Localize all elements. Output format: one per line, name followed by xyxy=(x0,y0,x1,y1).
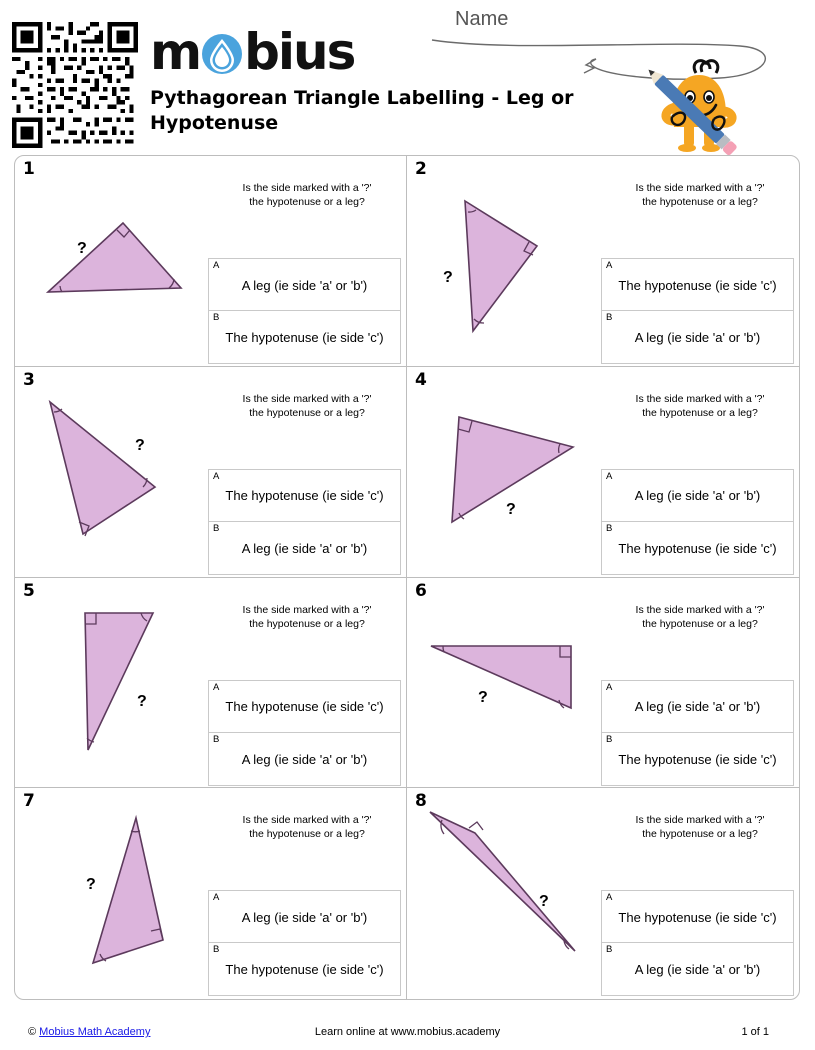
answer-option-b[interactable] xyxy=(208,943,401,996)
question-panel xyxy=(208,788,406,999)
question-panel xyxy=(601,156,799,367)
question-cell-3 xyxy=(15,367,407,578)
triangle-figure-5 xyxy=(15,578,208,789)
prompt-line-2: the hypotenuse or a leg? xyxy=(249,828,365,841)
question-cell-8 xyxy=(407,788,799,999)
page-header xyxy=(0,0,815,150)
answer-text: The hypotenuse (ie side 'c') xyxy=(225,962,384,978)
answer-text: The hypotenuse (ie side 'c') xyxy=(225,330,384,345)
answer-letter: B xyxy=(606,312,613,323)
answer-option-a[interactable] xyxy=(208,469,401,522)
question-number: 7 xyxy=(23,791,35,812)
svg-text:?: ? xyxy=(135,436,145,454)
triangle-figure-1 xyxy=(15,156,208,367)
mobius-logo xyxy=(150,24,354,80)
question-panel xyxy=(208,367,406,578)
copyright-symbol: © xyxy=(28,1026,37,1038)
question-number: 3 xyxy=(23,369,35,390)
prompt-line-1: Is the side marked with a '?' xyxy=(635,392,765,405)
answer-text: The hypotenuse (ie side 'c') xyxy=(618,751,777,767)
question-panel xyxy=(601,578,799,789)
answer-letter: A xyxy=(606,260,613,271)
question-number: 1 xyxy=(23,159,35,179)
question-prompt xyxy=(208,181,406,209)
answer-text: The hypotenuse (ie side 'c') xyxy=(618,909,777,925)
answer-option-a[interactable] xyxy=(601,469,794,522)
answer-option-b[interactable] xyxy=(601,311,794,364)
question-cell-5 xyxy=(15,578,407,789)
question-prompt xyxy=(601,392,799,420)
answer-option-b[interactable] xyxy=(208,311,401,364)
answer-letter: A xyxy=(213,681,220,693)
triangle-figure-6 xyxy=(407,578,600,789)
answer-options xyxy=(601,680,794,786)
mascot-illustration xyxy=(640,55,750,155)
prompt-line-2: the hypotenuse or a leg? xyxy=(642,406,758,419)
answer-letter: B xyxy=(606,944,613,956)
copyright-link[interactable]: Mobius Math Academy xyxy=(39,1026,151,1038)
answer-letter: B xyxy=(213,733,220,745)
water-drop-icon xyxy=(201,33,243,75)
prompt-line-2: the hypotenuse or a leg? xyxy=(249,617,365,630)
answer-letter: B xyxy=(213,312,220,323)
prompt-line-1: Is the side marked with a '?' xyxy=(242,182,372,194)
answer-option-b[interactable] xyxy=(601,522,794,575)
answer-options xyxy=(601,469,794,575)
answer-letter: A xyxy=(213,892,220,904)
answer-text: The hypotenuse (ie side 'c') xyxy=(225,488,384,504)
answer-letter: A xyxy=(606,470,613,482)
question-panel xyxy=(601,367,799,578)
question-panel xyxy=(208,156,406,367)
svg-text:?: ? xyxy=(478,688,488,706)
prompt-line-1: Is the side marked with a '?' xyxy=(635,182,765,194)
learn-online-text: Learn online at www.mobius.academy xyxy=(314,1026,501,1038)
answer-text: The hypotenuse (ie side 'c') xyxy=(618,540,777,556)
question-number: 2 xyxy=(415,159,427,179)
answer-options xyxy=(601,258,794,364)
svg-text:?: ? xyxy=(443,269,453,286)
logo-text-post: bius xyxy=(244,23,355,81)
qr-code-icon xyxy=(12,22,138,148)
answer-option-b[interactable] xyxy=(601,943,794,996)
answer-letter: B xyxy=(213,522,220,534)
svg-text:?: ? xyxy=(539,893,549,911)
answer-text: A leg (ie side 'a' or 'b') xyxy=(241,751,368,767)
answer-options xyxy=(208,680,401,786)
answer-option-a[interactable] xyxy=(601,258,794,311)
question-grid xyxy=(14,155,800,1000)
question-prompt xyxy=(208,603,406,631)
prompt-line-2: the hypotenuse or a leg? xyxy=(249,406,365,419)
question-panel xyxy=(601,788,799,999)
answer-text: A leg (ie side 'a' or 'b') xyxy=(634,962,761,978)
question-number: 5 xyxy=(23,580,35,601)
name-label: Name xyxy=(455,8,509,30)
answer-option-a[interactable] xyxy=(601,680,794,733)
answer-letter: B xyxy=(606,733,613,745)
answer-text: A leg (ie side 'a' or 'b') xyxy=(241,540,368,556)
answer-options xyxy=(601,890,794,996)
page-footer xyxy=(0,1020,815,1050)
prompt-line-1: Is the side marked with a '?' xyxy=(242,603,372,616)
prompt-line-1: Is the side marked with a '?' xyxy=(635,603,765,616)
svg-text:?: ? xyxy=(86,876,96,894)
question-number: 4 xyxy=(415,369,427,390)
prompt-line-2: the hypotenuse or a leg? xyxy=(642,196,758,208)
question-cell-6 xyxy=(407,578,799,789)
svg-text:?: ? xyxy=(137,692,147,710)
logo-text-pre: m xyxy=(150,23,201,81)
question-cell-4 xyxy=(407,367,799,578)
prompt-line-2: the hypotenuse or a leg? xyxy=(642,828,758,841)
answer-text: The hypotenuse (ie side 'c') xyxy=(618,277,777,293)
answer-text: A leg (ie side 'a' or 'b') xyxy=(241,909,368,925)
answer-text: A leg (ie side 'a' or 'b') xyxy=(241,277,368,293)
answer-letter: A xyxy=(606,681,613,693)
answer-options xyxy=(208,258,401,364)
question-cell-7 xyxy=(15,788,407,999)
answer-option-b[interactable] xyxy=(601,733,794,786)
page-title: Pythagorean Triangle Labelling - Leg or Hypotenuse xyxy=(150,87,574,134)
answer-text: The hypotenuse (ie side 'c') xyxy=(225,699,384,714)
page-number: 1 of 1 xyxy=(741,1026,769,1038)
prompt-line-1: Is the side marked with a '?' xyxy=(242,814,372,827)
answer-option-b[interactable] xyxy=(208,733,401,786)
answer-option-b[interactable] xyxy=(208,522,401,575)
answer-option-a[interactable] xyxy=(208,258,401,311)
question-prompt xyxy=(208,392,406,420)
question-prompt xyxy=(601,603,799,631)
answer-option-a[interactable] xyxy=(208,680,401,733)
answer-options xyxy=(208,890,401,996)
answer-text: A leg (ie side 'a' or 'b') xyxy=(634,488,761,504)
question-prompt xyxy=(601,813,799,841)
prompt-line-2: the hypotenuse or a leg? xyxy=(249,196,365,208)
triangle-figure-4 xyxy=(407,367,600,578)
svg-text:?: ? xyxy=(506,500,516,518)
prompt-line-1: Is the side marked with a '?' xyxy=(242,392,372,405)
answer-letter: A xyxy=(213,470,220,482)
question-prompt xyxy=(601,181,799,209)
answer-text: A leg (ie side 'a' or 'b') xyxy=(634,330,761,345)
question-number: 6 xyxy=(415,580,427,601)
prompt-line-1: Is the side marked with a '?' xyxy=(635,814,765,827)
answer-options xyxy=(208,469,401,575)
svg-text:?: ? xyxy=(77,240,87,257)
answer-letter: B xyxy=(213,944,220,956)
prompt-line-2: the hypotenuse or a leg? xyxy=(642,617,758,630)
answer-letter: A xyxy=(606,892,613,904)
triangle-figure-2 xyxy=(407,156,600,367)
triangle-figure-8 xyxy=(407,788,600,999)
question-prompt xyxy=(208,813,406,841)
question-number: 8 xyxy=(415,791,427,812)
question-panel xyxy=(208,578,406,789)
answer-letter: A xyxy=(213,260,220,271)
answer-option-a[interactable] xyxy=(208,890,401,943)
question-cell-1 xyxy=(15,156,407,367)
question-cell-2 xyxy=(407,156,799,367)
answer-option-a[interactable] xyxy=(601,890,794,943)
answer-text: A leg (ie side 'a' or 'b') xyxy=(634,699,761,714)
triangle-figure-7 xyxy=(15,788,208,999)
answer-letter: B xyxy=(606,522,613,534)
triangle-figure-3 xyxy=(15,367,208,578)
